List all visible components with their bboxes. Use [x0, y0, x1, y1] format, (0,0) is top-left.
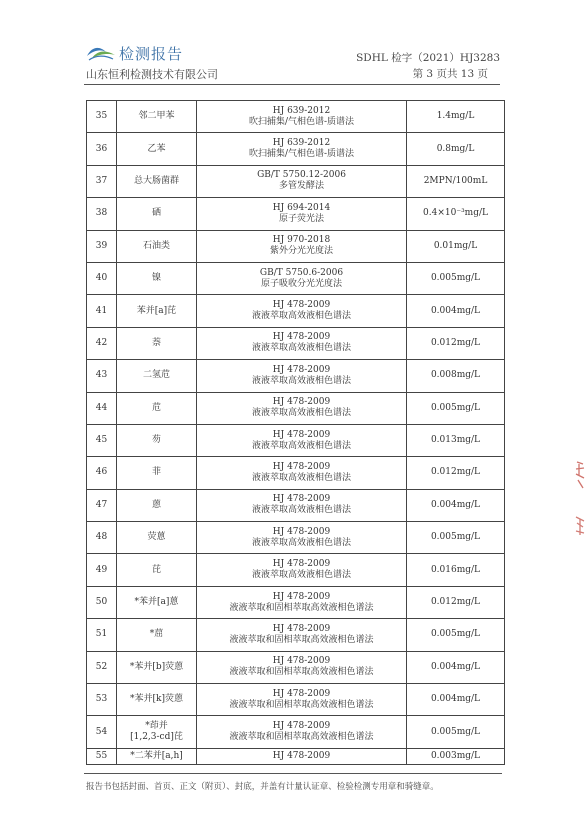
detection-limit-cell: 0.004mg/L: [407, 295, 505, 327]
table-row: [87, 651, 505, 683]
detection-limit-cell: 0.008mg/L: [407, 360, 505, 392]
detection-limit-cell: 0.004mg/L: [407, 489, 505, 521]
method-cell: [197, 392, 407, 424]
table-row: [87, 716, 505, 748]
row-number-cell: 48: [87, 522, 117, 554]
method-cell-line: HJ 478-2009: [272, 526, 331, 537]
detection-limit-cell: 0.4×10⁻³mg/L: [407, 198, 505, 230]
detection-limit-cell: 0.004mg/L: [407, 651, 505, 683]
test-items-table: [86, 100, 505, 765]
row-number-cell: 54: [87, 716, 117, 748]
method-cell-line: 液液萃取和固相萃取高效液相色谱法: [229, 732, 374, 743]
table-row: [87, 133, 505, 165]
row-number-cell: 53: [87, 684, 117, 716]
method-cell-line: HJ 478-2009: [272, 364, 331, 375]
method-cell-line: 吹扫捕集/气相色谱-质谱法: [248, 116, 355, 127]
item-name-cell: *䓛: [117, 619, 197, 651]
row-number-cell: 43: [87, 360, 117, 392]
method-cell: [197, 101, 407, 133]
method-cell: [197, 360, 407, 392]
item-name-cell: [117, 716, 197, 748]
method-cell: [197, 133, 407, 165]
method-cell: [197, 489, 407, 521]
table-row: [87, 457, 505, 489]
table-row: [87, 619, 505, 651]
table-row: [87, 424, 505, 456]
method-cell: [197, 230, 407, 262]
detection-limit-cell: 0.005mg/L: [407, 522, 505, 554]
method-cell: [197, 716, 407, 748]
table-row: [87, 684, 505, 716]
method-cell-line: 液液萃取高效液相色谱法: [251, 343, 351, 354]
table-row: [87, 489, 505, 521]
logo-mark-icon: [86, 44, 116, 62]
footer-note: 报告书包括封面、首页、正文（附页）、封底，并盖有计量认证章、检验检测专用章和骑缝章。: [86, 782, 439, 792]
method-cell-line: 液液萃取高效液相色谱法: [251, 472, 351, 483]
row-number-cell: 52: [87, 651, 117, 683]
row-number-cell: 36: [87, 133, 117, 165]
page-number: 第 3 页共 13 页: [412, 68, 488, 80]
method-cell: [197, 295, 407, 327]
detection-limit-cell: 0.012mg/L: [407, 457, 505, 489]
report-number: SDHL 检字（2021）HJ3283: [356, 52, 500, 64]
method-cell-line: 液液萃取和固相萃取高效液相色谱法: [229, 699, 374, 710]
method-cell: [197, 651, 407, 683]
row-number-cell: 39: [87, 230, 117, 262]
row-number-cell: 37: [87, 165, 117, 197]
item-name-cell: 菲: [117, 457, 197, 489]
detection-limit-cell: 0.012mg/L: [407, 586, 505, 618]
method-cell: [197, 684, 407, 716]
method-cell-line: 液液萃取和固相萃取高效液相色谱法: [229, 634, 374, 645]
method-cell: [197, 198, 407, 230]
detection-limit-cell: 0.013mg/L: [407, 424, 505, 456]
method-cell-line: HJ 478-2009: [272, 397, 331, 408]
item-name-cell: 二氢苊: [117, 360, 197, 392]
method-cell: [197, 748, 407, 764]
item-name-cell: *二苯并[a,h]: [117, 748, 197, 764]
detection-limit-cell: 0.016mg/L: [407, 554, 505, 586]
table-row: [87, 586, 505, 618]
method-cell-line: HJ 639-2012: [272, 105, 331, 116]
item-name-cell: 硒: [117, 198, 197, 230]
detection-limit-cell: 0.005mg/L: [407, 392, 505, 424]
detection-limit-cell: 0.003mg/L: [407, 748, 505, 764]
detection-limit-cell: 0.004mg/L: [407, 684, 505, 716]
detection-limit-cell: 0.005mg/L: [407, 262, 505, 294]
row-number-cell: 47: [87, 489, 117, 521]
item-name-cell-line: [1,2,3-cd]芘: [130, 732, 183, 743]
method-cell-line: 原子荧光法: [278, 213, 324, 224]
detection-limit-cell: 0.005mg/L: [407, 716, 505, 748]
item-name-cell: 芴: [117, 424, 197, 456]
table-row: [87, 327, 505, 359]
item-name-cell: 石油类: [117, 230, 197, 262]
detection-limit-cell: 0.012mg/L: [407, 327, 505, 359]
method-cell-line: 液液萃取高效液相色谱法: [251, 505, 351, 516]
logo-text: 检测报告: [119, 44, 184, 63]
footer-divider: [84, 773, 502, 774]
row-number-cell: 50: [87, 586, 117, 618]
method-cell-line: 吹扫捕集/气相色谱-质谱法: [248, 149, 355, 160]
report-header: [86, 42, 500, 82]
method-cell-line: HJ 478-2009: [272, 300, 331, 311]
table-row: [87, 360, 505, 392]
table-row: [87, 262, 505, 294]
row-number-cell: 38: [87, 198, 117, 230]
method-cell-line: 液液萃取高效液相色谱法: [251, 440, 351, 451]
item-name-cell: *苯并[a]蒽: [117, 586, 197, 618]
method-cell-line: HJ 478-2009: [272, 591, 331, 602]
row-number-cell: 41: [87, 295, 117, 327]
method-cell-line: 液液萃取高效液相色谱法: [251, 537, 351, 548]
method-cell-line: GB/T 5750.6-2006: [259, 267, 344, 278]
table-row: [87, 748, 505, 764]
method-cell-line: 紫外分光光度法: [269, 246, 333, 257]
row-number-cell: 55: [87, 748, 117, 764]
detection-limit-cell: 1.4mg/L: [407, 101, 505, 133]
table-row: [87, 165, 505, 197]
item-name-cell: 镍: [117, 262, 197, 294]
item-name-cell: *苯并[b]荧蒽: [117, 651, 197, 683]
method-cell: [197, 586, 407, 618]
row-number-cell: 35: [87, 101, 117, 133]
method-cell-line: HJ 970-2018: [272, 235, 331, 246]
table-body: [87, 101, 505, 765]
method-cell-line: 多管发酵法: [278, 181, 324, 192]
method-cell-line: HJ 478-2009: [272, 688, 331, 699]
method-cell-line: HJ 639-2012: [272, 138, 331, 149]
detection-limit-cell: 0.01mg/L: [407, 230, 505, 262]
item-name-cell: 苊: [117, 392, 197, 424]
method-cell-line: HJ 478-2009: [272, 461, 331, 472]
item-name-cell: 邻二甲苯: [117, 101, 197, 133]
method-cell-line: 液液萃取高效液相色谱法: [251, 375, 351, 386]
method-cell: [197, 457, 407, 489]
table-row: [87, 230, 505, 262]
method-cell: [197, 327, 407, 359]
row-number-cell: 45: [87, 424, 117, 456]
company-name: 山东恒利检测技术有限公司: [86, 68, 218, 81]
item-name-cell: 苯并[a]芘: [117, 295, 197, 327]
row-number-cell: 40: [87, 262, 117, 294]
table-row: [87, 198, 505, 230]
item-name-cell: 总大肠菌群: [117, 165, 197, 197]
method-cell-line: HJ 478-2009: [272, 750, 331, 761]
method-cell-line: HJ 478-2009: [272, 721, 331, 732]
method-cell-line: 原子吸收分光光度法: [260, 278, 342, 289]
seal-fragment-icon: [574, 460, 586, 490]
method-cell-line: GB/T 5750.12-2006: [257, 170, 346, 181]
row-number-cell: 49: [87, 554, 117, 586]
method-cell: [197, 424, 407, 456]
method-cell-line: HJ 478-2009: [272, 656, 331, 667]
detection-limit-cell: 0.8mg/L: [407, 133, 505, 165]
table-row: [87, 554, 505, 586]
method-cell-line: HJ 478-2009: [272, 429, 331, 440]
method-cell-line: HJ 478-2009: [272, 332, 331, 343]
table-row: [87, 522, 505, 554]
item-name-cell: 蒽: [117, 489, 197, 521]
item-name-cell-line: *茚并: [145, 721, 168, 732]
table-row: [87, 295, 505, 327]
item-name-cell: 芘: [117, 554, 197, 586]
method-cell-line: HJ 694-2014: [272, 202, 331, 213]
item-name-cell: 荧蒽: [117, 522, 197, 554]
method-cell-line: 液液萃取和固相萃取高效液相色谱法: [229, 602, 374, 613]
table-row: [87, 392, 505, 424]
method-cell-line: 液液萃取高效液相色谱法: [251, 311, 351, 322]
item-name-cell: *苯并[k]荧蒽: [117, 684, 197, 716]
row-number-cell: 44: [87, 392, 117, 424]
method-cell-line: HJ 478-2009: [272, 559, 331, 570]
row-number-cell: 46: [87, 457, 117, 489]
method-cell: [197, 619, 407, 651]
item-name-cell: 萘: [117, 327, 197, 359]
row-number-cell: 51: [87, 619, 117, 651]
method-cell-line: 液液萃取和固相萃取高效液相色谱法: [229, 667, 374, 678]
method-cell: [197, 554, 407, 586]
method-cell-line: HJ 478-2009: [272, 623, 331, 634]
seal-fragment-icon: [574, 515, 586, 537]
item-name-cell: 乙苯: [117, 133, 197, 165]
method-cell-line: HJ 478-2009: [272, 494, 331, 505]
method-cell-line: 液液萃取高效液相色谱法: [251, 570, 351, 581]
method-cell: [197, 522, 407, 554]
row-number-cell: 42: [87, 327, 117, 359]
method-cell-line: 液液萃取高效液相色谱法: [251, 408, 351, 419]
method-cell: [197, 165, 407, 197]
detection-limit-cell: 0.005mg/L: [407, 619, 505, 651]
table-row: [87, 101, 505, 133]
detection-limit-cell: 2MPN/100mL: [407, 165, 505, 197]
method-cell: [197, 262, 407, 294]
company-logo: [86, 42, 183, 64]
header-divider: [84, 84, 500, 85]
